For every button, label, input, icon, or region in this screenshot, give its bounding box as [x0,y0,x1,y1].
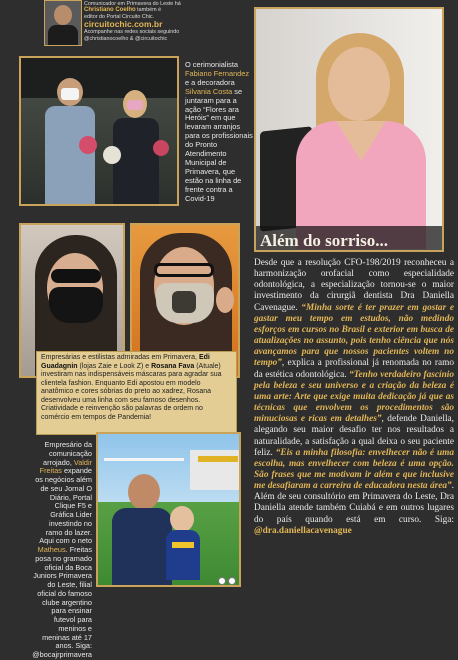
photo-flowers [19,56,179,206]
caption-football: Empresário da comunicação arrojado, Valdir Freitas expande os negócios além de seu Jornal O Diário, Portal Clique F5 e Gráfica Lider investindo no ramo do lazer. Aqui com o neto Matheus. Freitas posa no gramado oficial da Boca Juniors Primavera do Leste, filial oficial do famoso clube argentino para ensinar futevol para meninos e meninas até 17 anos. Siga: @bocajrprimavera [32,440,92,659]
carousel-dot-icon[interactable] [218,577,226,585]
headline: Além do sorriso... [260,231,388,250]
site-link[interactable]: circuitochic.com.br [84,19,163,30]
carousel-dot-icon[interactable] [228,577,236,585]
header-credits: Comunicador em Primavera do Leste há Christiano Coelho também é editor do Portal Circuito Chic. circuitochic.com.br Acompanhe nas redes sociais seguindo @christianocoelho & @circuitochic [84,1,254,42]
photo-portrait [254,7,444,252]
photo-football-field [96,432,241,587]
caption-masks: Empresárias e estilistas admiradas em Primavera, Edi Guadagnin (lojas Zaie e Look Z) e Rosana Fava (Atuale) investiram nas indispensáveis máscaras para agradar sua clientela fashion. Enquanto Edi apostou em modelo anatômico e cores sóbrias do preto ao xadrez, Rosana desenvolveu uma linha com seu famoso desenhos. Criatividade e reinvenção são palavras de ordem no comércio em tempos de Pandemia! [36,351,237,435]
instagram-handle-link[interactable]: @dra.daniellacavenague [254,525,352,536]
header-avatar [44,0,82,46]
caption-flowers: O cerimonialista Fabiano Fernandez e a decoradora Silvania Costa se juntaram para a ação “Flores ara Heróis” em que levaram arranjos para os profissionais do Pronto Atendimento Municipal de Primavera, que estão na linha de frente contra a Covid-19 [185,60,253,203]
article-body: Desde que a resolução CFO-198/2019 reconheceu a harmonização orofacial como especialidade odontológica, a especialização tornou-se o maior investimento da cirurgiã dentista Dra Daniella Cavenague. “Minha sorte é ter prazer em gostar e gastar meu tempo em estudos, não medindo esforços em cursos no Brasil e exterior em busca de atualizações no assunto, pois tenho ciência que nós avançamos para que nossos pacientes voltem no tempo”, explica a profissional já renomada no ramo da estética odontológica. “Tenho verdadeiro fascínio pela beleza e seu universo e a criação da beleza é uma arte: Arte que exige muita dedicação já que as técnicas que envolvem os procedimentos são minuciosas e ricas em detalhes”, defende Daniella, alegando seu maior desafio ter nos resultados a naturalidade, a satisfação a qual deixa o seu paciente feliz. “Eis a minha filosofia: envelhecer não é uma escolha, mas envelhecer com beleza é uma opção. São frases que me motivam ir além e que inclusive me desafiaram a carreira de educadora nesta área”. Além de seu consultório em Primavera do Leste, Dra Daniella atende também Cuiabá e em outros lugares do país quando está em curso. Siga: @dra.daniellacavenague [254,258,454,536]
